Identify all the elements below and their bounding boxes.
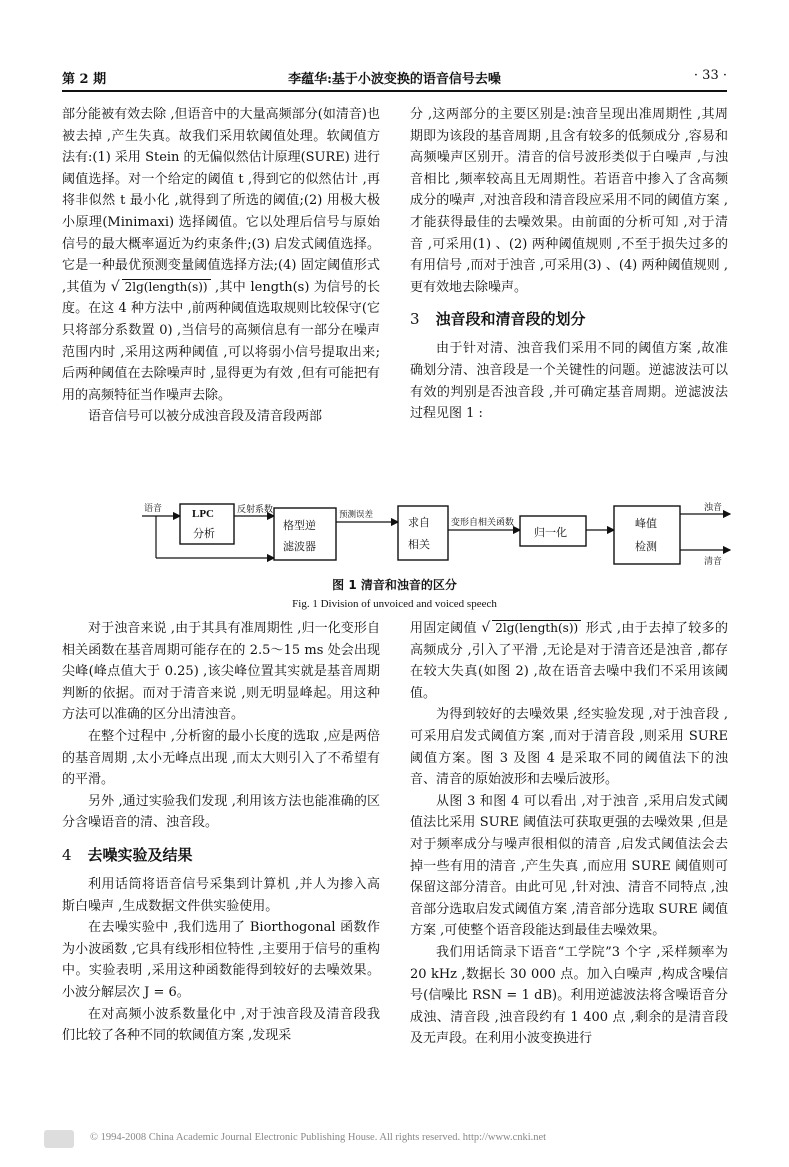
filter-label-line1: 格型逆 — [283, 519, 316, 532]
paragraph-speech-segments: 语音信号可以被分成浊音段及清音段两部 — [88, 409, 323, 425]
lpc-label-line2: 分析 — [193, 527, 215, 540]
sqrt-expression: 2lg(length(s)) — [122, 279, 211, 295]
figure-1-block-diagram — [142, 498, 732, 576]
sqrt-icon: √ — [481, 620, 491, 636]
normalize-label: 归一化 — [534, 526, 567, 539]
lpc-label-line1: LPC — [192, 508, 214, 520]
paragraph-fixed-threshold: 用固定阈值 √ 2lg(length(s)) 形式 ,由于去掉了较多的高频成分 ,引入了平滑 ,无论是对于清音还是浊音 ,都存在较大失真(如图 2) ,故在语音去噪中我们不采用该阈值。 — [410, 620, 728, 701]
label-input-speech: 语音 — [144, 504, 163, 514]
paragraph-quantization: 在对高频小波系数量化中 ,对于浊音段及清音段我们比较了各种不同的软阈值方案 ,发现采 — [62, 1006, 380, 1044]
left-column-lower — [62, 618, 380, 1047]
paragraph-window-length: 在整个过程中 ,分析窗的最小长度的选取 ,应是两倍的基音周期 ,太小无峰点出现 ,而太大则引入了不希望有的平滑。 — [62, 728, 380, 788]
section-heading-4: 4 去噪实验及结果 — [62, 845, 193, 864]
autocorr-label-line1: 求自 — [408, 516, 430, 529]
peak-label-line1: 峰值 — [635, 517, 657, 530]
paragraph-inverse-filter: 由于针对清、浊音我们采用不同的阈值方案 ,故准确划分清、浊音段是一个关键性的问题。逆滤波法可以有效的判别是否浊音段 ,并可确定基音周期。逆滤波法过程见图 1 : — [410, 341, 728, 422]
cnki-logo-icon — [44, 1130, 74, 1148]
figure-caption-chinese: 图 1 清音和浊音的区分 — [332, 578, 457, 592]
paragraph-data-collection: 利用话筒将语音信号采集到计算机 ,并人为掺入高斯白噪声 ,生成数据文件供实验使用。 — [62, 876, 380, 914]
right-column-upper — [410, 104, 728, 425]
label-prediction-error: 预测误差 — [339, 510, 374, 520]
filter-label-line2: 滤波器 — [283, 540, 316, 553]
sqrt-icon: √ — [110, 278, 120, 295]
paragraph-threshold-schemes: 为得到较好的去噪效果 ,经实验发现 ,对于浊音段 ,可采用启发式阈值方案 ,而对于清音段 ,则采用 SURE 阈值方案。图 3 及图 4 是采取不同的阈值法下的浊音、清音的原始波形和去噪后波形。 — [410, 707, 728, 788]
copyright-text: © 1994-2008 China Academic Journal Electronic Publishing House. All rights reserved. http://www.cnki.net — [90, 1132, 547, 1143]
running-header — [62, 66, 727, 92]
label-output-voiced: 浊音 — [704, 503, 723, 513]
paragraph-threshold-methods: 部分能被有效去除 ,但语音中的大量高频部分(如清音)也被去掉 ,产生失真。故我们采用软阈值处理。软阈值方法有:(1) 采用 Stein 的无偏似然估计原理(SURE) 进行阈值选择。对一个给定的阈值 t ,得到它的似然估计 ,再将非似然 t 最小化 ,就得到了所选的阈值;(2) 用极大极小原理(Minimaxi) 选择阈值。它以处理后信号与原始信号的最大概率逼近为约束条件;(3) 启发式阈值选择。它是一种最优预测变量阈值选择方法;(4) 固定阈值形式 ,其值为 √ 2lg(length(s)) ,其中 length(s) 为信号的长度。在这 4 种方法中 ,前两种阈值选取规则比较保守(它只将部分系数置 0) ,当信号的高频信息有一部分在噪声范围内时 ,采用这两种阈值 ,可以将弱小信号提取出来;后两种阈值在去除噪声时 ,显得更为有效 ,但有可能把有用的高频特征当作噪声去除。 — [62, 107, 381, 403]
paragraph-noisy-speech: 另外 ,通过实验我们发现 ,利用该方法也能准确的区分含噪语音的清、浊音段。 — [62, 793, 380, 831]
right-column-lower — [410, 618, 728, 1050]
paragraph-voiced-unvoiced: 分 ,这两部分的主要区别是:浊音呈现出准周期性 ,其周期即为该段的基音周期 ,且含有较多的低频成分 ,容易和高频噪声区别开。清音的信号波形类似于白噪声 ,与浊音相比 ,频率较高且无周期性。若语音中掺入了含高频成分的噪声 ,对浊音段和清音段应采用不同的阈值方案 ,才能获得最佳的去噪效果。由前面的分析可知 ,对于清音 ,可采用(1) 、(2) 两种阈值规则 ,不至于损失过多的有用信号 ,而对于浊音 ,可采用(3) 、(4) 两种阈值规则 ,更有效地去除噪声。 — [410, 107, 728, 295]
figure-caption-english: Fig. 1 Division of unvoiced and voiced speech — [292, 598, 497, 610]
label-modified-autocorrelation: 变形自相关函数 — [451, 518, 515, 528]
page-number: · 33 · — [693, 68, 727, 83]
peak-label-line2: 检测 — [635, 540, 657, 553]
paragraph-voiced-peak: 对于浊音来说 ,由于其具有准周期性 ,归一化变形自相关函数在基音周期可能存在的 2.5～15 ms 处会出现尖峰(峰点值大于 0.25) ,该尖峰位置其实就是基音周期判断的依据。而对于清音来说 ,则无明显峰起。用这种方法可以准确的区分出清浊音。 — [62, 621, 380, 723]
label-reflection-coefficients: 反射系数 — [237, 505, 274, 515]
left-column-upper — [62, 104, 380, 428]
paragraph-recording-setup: 我们用话筒录下语音“工学院”3 个字 ,采样频率为 20 kHz ,数据长 30 000 点。加入白噪声 ,构成含噪信号(信噪比 RSN = 1 dB)。利用逆滤波法将含噪语音分成浊、清音段 ,浊音段约有 1 400 点 ,剩余的是清音段及无声段。在利用小波变换进行 — [410, 944, 728, 1047]
paragraph-wavelet-choice: 在去噪实验中 ,我们选用了 Biorthogonal 函数作为小波函数 ,它具有线形相位特性 ,主要用于信号的重构中。实验表明 ,采用这种函数能得到较好的去噪效果。小波分解层次 J = 6。 — [62, 920, 380, 1000]
article-running-title: 李蕴华:基于小波变换的语音信号去噪 — [288, 72, 501, 87]
issue-number: 第 2 期 — [62, 72, 107, 87]
sqrt-expression: 2lg(length(s)) — [492, 620, 581, 636]
copyright-footer — [44, 1130, 744, 1148]
paragraph-figure-analysis: 从图 3 和图 4 可以看出 ,对于浊音 ,采用启发式阈值法比采用 SURE 阈值法可获取更强的去噪效果 ,但是对于频率成分与噪声很相似的清音 ,启发式阈值法会去掉一些有用的清音 ,产生失真 ,而应用 SURE 阈值则可保留这部分清音。由此可见 ,针对浊、清音不同特点 ,浊音部分选取启发式阈值方案 ,清音部分选取 SURE 阈值方案 ,可使整个语音段能达到最佳去噪效果。 — [410, 793, 728, 939]
section-heading-3: 3 浊音段和清音段的划分 — [410, 310, 586, 329]
label-output-unvoiced: 清音 — [704, 557, 723, 567]
autocorr-label-line2: 相关 — [408, 538, 430, 551]
